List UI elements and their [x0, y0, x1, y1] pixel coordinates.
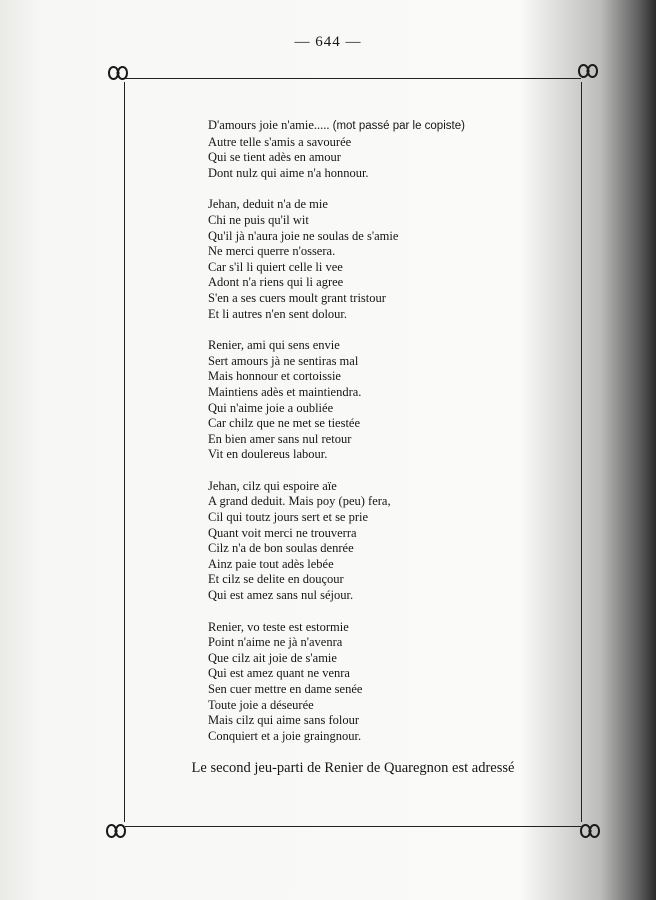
- corner-ornament-icon: [578, 820, 602, 842]
- verse-line: Renier, ami qui sens envie: [208, 338, 340, 353]
- corner-ornament-icon: [104, 820, 128, 842]
- stanza: [208, 197, 568, 322]
- frame-bottom-rule: [125, 826, 581, 827]
- verse-line: Car chilz que ne met se tiestée: [208, 416, 361, 431]
- verse-line: Qui est amez quant ne venra: [208, 666, 350, 681]
- verse-line: A grand deduit. Mais poy (peu) fera,: [208, 494, 391, 509]
- verse-line: Mais cilz qui aime sans folour: [208, 713, 360, 728]
- verse-line: Mais honnour et cortoissie: [208, 369, 341, 384]
- corner-ornament-icon: [576, 60, 600, 82]
- verse-line: Renier, vo teste est estormie: [208, 619, 349, 634]
- verse-text: D'amours joie n'amie.....: [208, 118, 333, 132]
- verse-line: Jehan, cilz qui espoire aïe: [208, 478, 337, 493]
- verse-line: Conquiert et a joie graingnour.: [208, 728, 362, 743]
- verse-line: Ainz paie tout adès lebée: [208, 556, 334, 571]
- stanza: [208, 118, 568, 181]
- verse-line: Qui se tient adès en amour: [208, 150, 341, 165]
- verse-line: Sen cuer mettre en dame senée: [208, 682, 363, 696]
- verse-line: Point n'aime ne jà n'avenra: [208, 635, 343, 650]
- verse-line: Qui n'aime joie a oubliée: [208, 400, 334, 415]
- verse-line: Jehan, deduit n'a de mie: [208, 197, 328, 212]
- verse-line: Que cilz ait joie de s'amie: [208, 650, 337, 665]
- verse-line: S'en a ses cuers moult grant tristour: [208, 290, 386, 305]
- verse-line: En bien amer sans nul retour: [208, 431, 352, 446]
- verse-line: Cil qui toutz jours sert et se prie: [208, 510, 369, 525]
- verse-line: Qui est amez sans nul séjour.: [208, 588, 354, 603]
- verse-line: Autre telle s'amis a savourée: [208, 134, 352, 149]
- verse-line: Car s'il li quiert celle li vee: [208, 259, 343, 274]
- editor-note: (mot passé par le copiste): [332, 120, 465, 132]
- poem-body: [208, 118, 568, 760]
- verse-line: Et li autres n'en sent dolour.: [208, 306, 348, 321]
- stanza: [208, 338, 568, 463]
- verse-line: Quant voit merci ne trouverra: [208, 525, 357, 540]
- frame-top-rule: [125, 78, 581, 79]
- verse-line: Adont n'a riens qui li agree: [208, 275, 344, 290]
- verse-line: Qu'il jà n'aura joie ne soulas de s'amie: [208, 228, 399, 243]
- verse-line: Chi ne puis qu'il wit: [208, 212, 309, 227]
- page-number: — 644 —: [294, 34, 362, 50]
- verse-line: Toute joie a déseurée: [208, 697, 314, 712]
- stanza: [208, 620, 568, 745]
- verse-line: Vit en doulereus labour.: [208, 447, 328, 462]
- verse-line: Ne merci querre n'ossera.: [208, 244, 336, 259]
- verse-line: [208, 118, 568, 135]
- stanza: [208, 479, 568, 604]
- verse-line: Dont nulz qui aime n'a honnour.: [208, 165, 369, 180]
- frame-right-rule: [581, 82, 582, 822]
- verse-line: Sert amours jà ne sentiras mal: [208, 353, 359, 368]
- corner-ornament-icon: [106, 62, 130, 84]
- closing-line: Le second jeu-parti de Renier de Quaregnon est adressé: [191, 760, 515, 776]
- verse-line: Maintiens adès et maintiendra.: [208, 384, 362, 399]
- verse-line: Cilz n'a de bon soulas denrée: [208, 541, 354, 556]
- verse-line: Et cilz se delite en douçour: [208, 572, 344, 587]
- frame-left-rule: [124, 82, 125, 822]
